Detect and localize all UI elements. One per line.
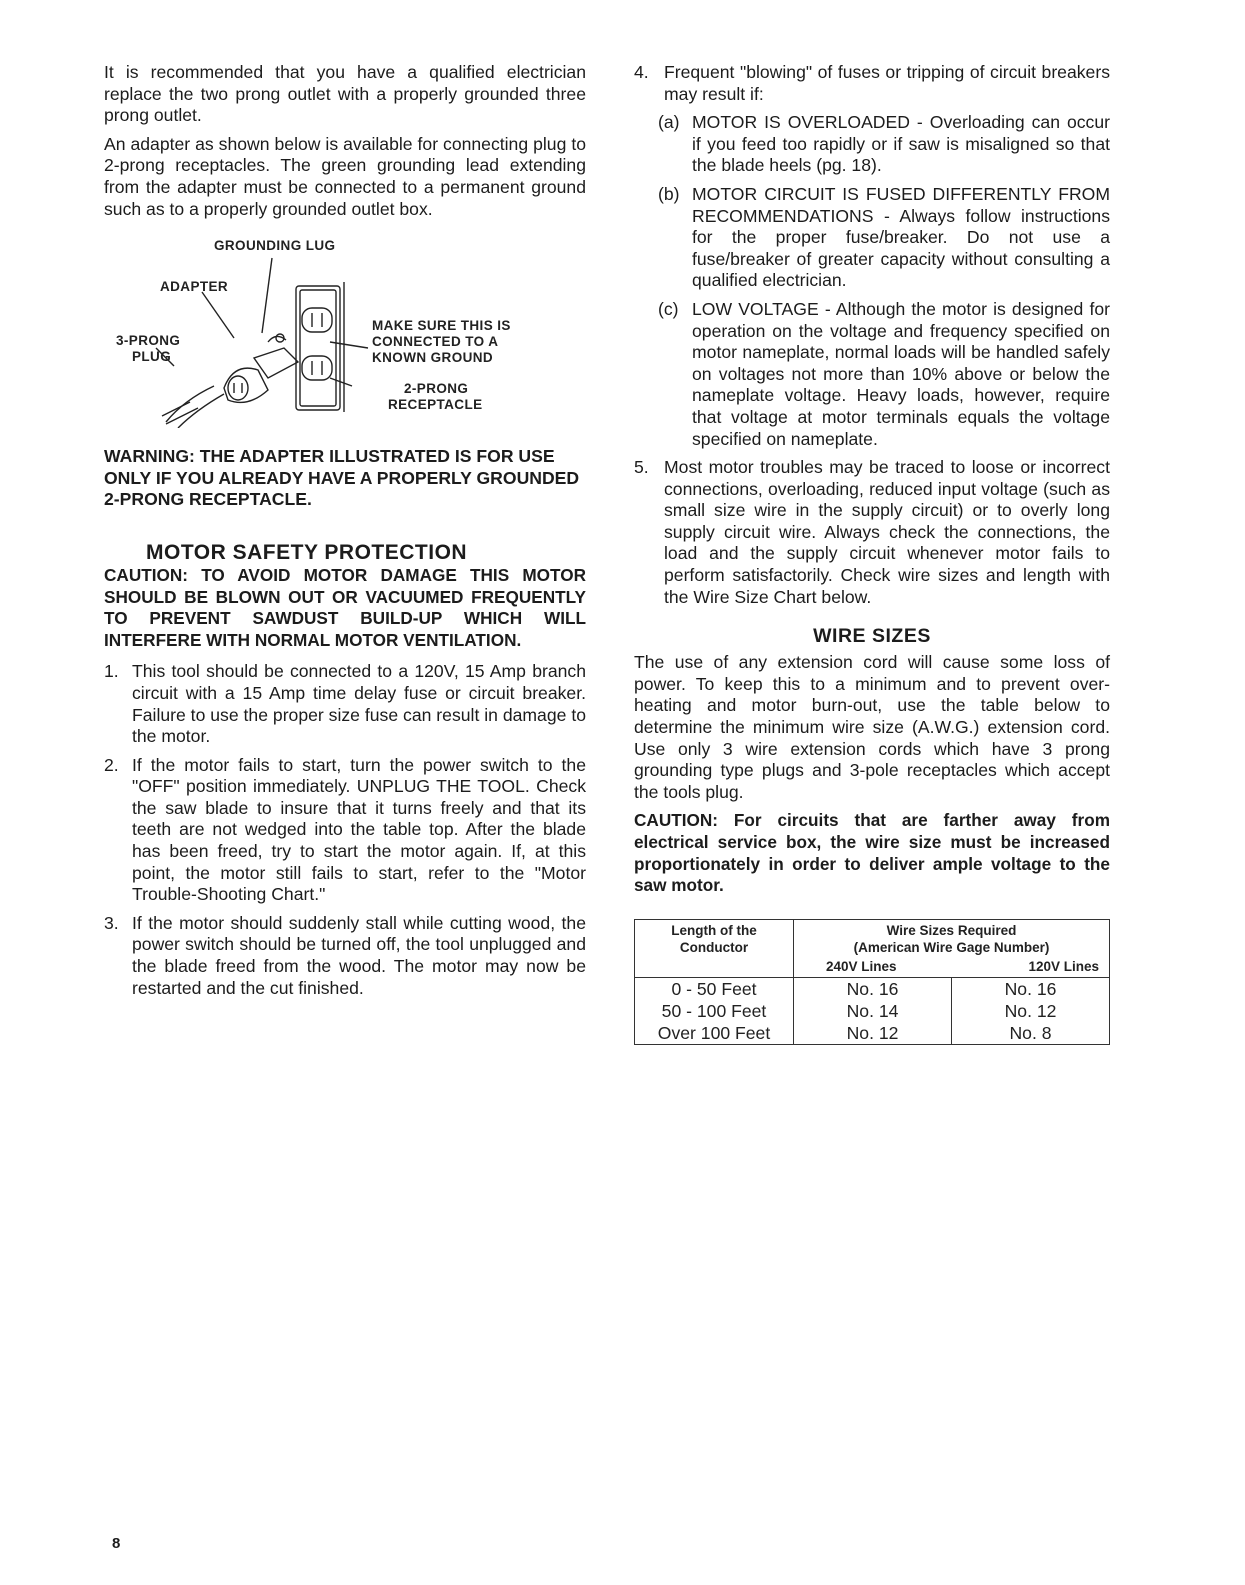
list-item	[104, 661, 586, 747]
list-item-number: 5.	[634, 457, 649, 478]
motor-safety-list	[104, 661, 586, 999]
wire-sizes-column-header	[794, 919, 1110, 977]
length-header-line2: Conductor	[679, 939, 749, 955]
table-header-row	[635, 919, 1110, 977]
left-column	[104, 62, 586, 1006]
receptacle-label-line2: RECEPTACLE	[388, 397, 483, 413]
v240-cell: No. 14	[794, 1000, 952, 1022]
list-item-number: 2.	[104, 754, 119, 775]
plug-label-line2: PLUG	[132, 349, 172, 365]
sub-list-item-label: (c)	[658, 298, 679, 319]
sizes-header-line1: Wire Sizes Required	[886, 922, 1017, 938]
list-item-text: This tool should be connected to a 120V, 15 Amp branch circuit with a 15 Amp time delay fuse or circuit breaker. Failure to use the proper size fuse can result in damage to the motor.	[132, 661, 586, 747]
grounding-lug-label: GROUNDING LUG	[214, 238, 336, 254]
list-item	[634, 457, 1110, 608]
right-column	[634, 62, 1110, 1045]
sizes-header-line2: (American Wire Gage Number)	[853, 939, 1050, 955]
v120-cell: No. 12	[952, 1000, 1110, 1022]
v120-cell: No. 16	[952, 977, 1110, 1000]
list-item-number: 3.	[104, 912, 119, 933]
adapter-diagram	[104, 238, 586, 428]
intro-paragraph-1: It is recommended that you have a qualified electrician replace the two prong outlet with a properly grounded three prong outlet.	[104, 62, 586, 126]
sub-list-item-label: (b)	[658, 183, 680, 204]
list-item	[634, 62, 1110, 105]
length-column-header	[635, 919, 794, 977]
sub-list-item	[658, 184, 1110, 292]
header-120v: 120V Lines	[1028, 958, 1099, 974]
length-cell: 50 - 100 Feet	[661, 1000, 767, 1021]
sub-list-item-text: MOTOR IS OVERLOADED - Overloading can occur if you feed too rapidly or if saw is misaligned so that the blade heels (pg. 18).	[692, 112, 1110, 176]
table-row	[635, 1000, 1110, 1022]
sub-list-item-text: LOW VOLTAGE - Although the motor is designed for operation on the voltage and frequency specified on motor nameplate, normal loads will be handled safely on voltages not more than 10% above or below the nameplate voltage. Heavy loads, however, require that voltage at motor terminals equals the voltage specified on nameplate.	[692, 298, 1110, 449]
list-item-number: 4.	[634, 62, 649, 82]
sub-list-item	[658, 299, 1110, 450]
plug-label-line1: 3-PRONG	[116, 333, 181, 349]
adapter-label: ADAPTER	[160, 279, 229, 295]
motor-safety-title: MOTOR SAFETY PROTECTION	[146, 540, 468, 564]
voltage-subheaders	[798, 958, 1105, 975]
adapter-warning: WARNING: THE ADAPTER ILLUSTRATED IS FOR USE ONLY IF YOU ALREADY HAVE A PROPERLY GROUNDED 2-PRONG RECEPTACLE.	[104, 446, 580, 510]
page-number: 8	[112, 1535, 121, 1552]
motor-caution: CAUTION: TO AVOID MOTOR DAMAGE THIS MOTOR SHOULD BE BLOWN OUT OR VACUUMED FREQUENTLY TO PREVENT SAWDUST BUILD-UP WHICH WILL INTERFERE WITH NORMAL MOTOR VENTILATION.	[104, 564, 586, 650]
list-item-text: Most motor troubles may be traced to loose or incorrect connections, overloading, reduced input voltage (such as small size wire in the supply circuit) or to overly long supply circuit wire. Always check the connections, the load and the supply circuit whenever motor fails to perform satisfactorily. Check wire sizes and length with the Wire Size Chart below.	[664, 457, 1110, 607]
list-item	[104, 755, 586, 906]
sub-list-item-text: MOTOR CIRCUIT IS FUSED DIFFERENTLY FROM RECOMMENDATIONS - Always follow instructions for the proper fuse/breaker. Do not use a fuse/breaker of greater capacity without consulting a qualified electrician.	[692, 183, 1110, 291]
wire-size-table	[634, 919, 1110, 1045]
v240-cell: No. 16	[794, 977, 952, 1000]
v240-cell: No. 12	[794, 1022, 952, 1045]
v120-cell: No. 8	[952, 1022, 1110, 1045]
list-item-number: 1.	[104, 661, 119, 682]
length-header-line1: Length of the	[671, 922, 757, 938]
make-sure-line1: MAKE SURE THIS IS	[372, 318, 511, 334]
list-item-text: If the motor should suddenly stall while cutting wood, the power switch should be turned off, the tool unplugged and the blade freed from the wood. The motor may now be restarted and the cut finished.	[132, 912, 586, 998]
length-cell: Over 100 Feet	[657, 1022, 771, 1043]
length-cell: 0 - 50 Feet	[635, 977, 794, 1000]
wire-sizes-caution: CAUTION: For circuits that are farther away from electrical service box, the wire size must be increased proportionately in order to deliver ample voltage to the saw motor.	[634, 810, 1110, 896]
make-sure-line2: CONNECTED TO A	[372, 334, 499, 350]
sub-list-item	[658, 112, 1110, 177]
list-item-text: Frequent "blowing" of fuses or tripping of circuit breakers may result if:	[664, 62, 1110, 104]
make-sure-line3: KNOWN GROUND	[372, 350, 494, 366]
receptacle-label-line1: 2-PRONG	[404, 381, 469, 397]
table-row	[635, 1022, 1110, 1045]
wire-sizes-paragraph: The use of any extension cord will cause some loss of power. To keep this to a minimum and to prevent over-heating and motor burn-out, use the table below to determine the minimum wire size (A.W.G.) extension cord. Use only 3 wire extension cords which have 3 prong grounding type plugs and 3-pole receptacles which accept the tools plug.	[634, 652, 1110, 802]
intro-paragraph-2: An adapter as shown below is available for connecting plug to 2-prong receptacles. The green grounding lead extending from the adapter must be connected to a permanent ground such as to a properly grounded outlet box.	[104, 133, 586, 219]
wire-sizes-title: WIRE SIZES	[813, 625, 931, 648]
header-240v: 240V Lines	[826, 958, 897, 974]
list-item-text: If the motor fails to start, turn the power switch to the "OFF" position immediately. UNPLUG THE TOOL. Check the saw blade to insure that it turns freely and that its teeth are not wedged into the table top. After the blade has been freed, try to start the motor again. If, at this point, the motor still fails to start, refer to the "Motor Trouble-Shooting Chart."	[132, 754, 586, 905]
list-item	[104, 913, 586, 999]
sub-list-item-label: (a)	[658, 112, 680, 133]
table-row	[635, 977, 1110, 1000]
